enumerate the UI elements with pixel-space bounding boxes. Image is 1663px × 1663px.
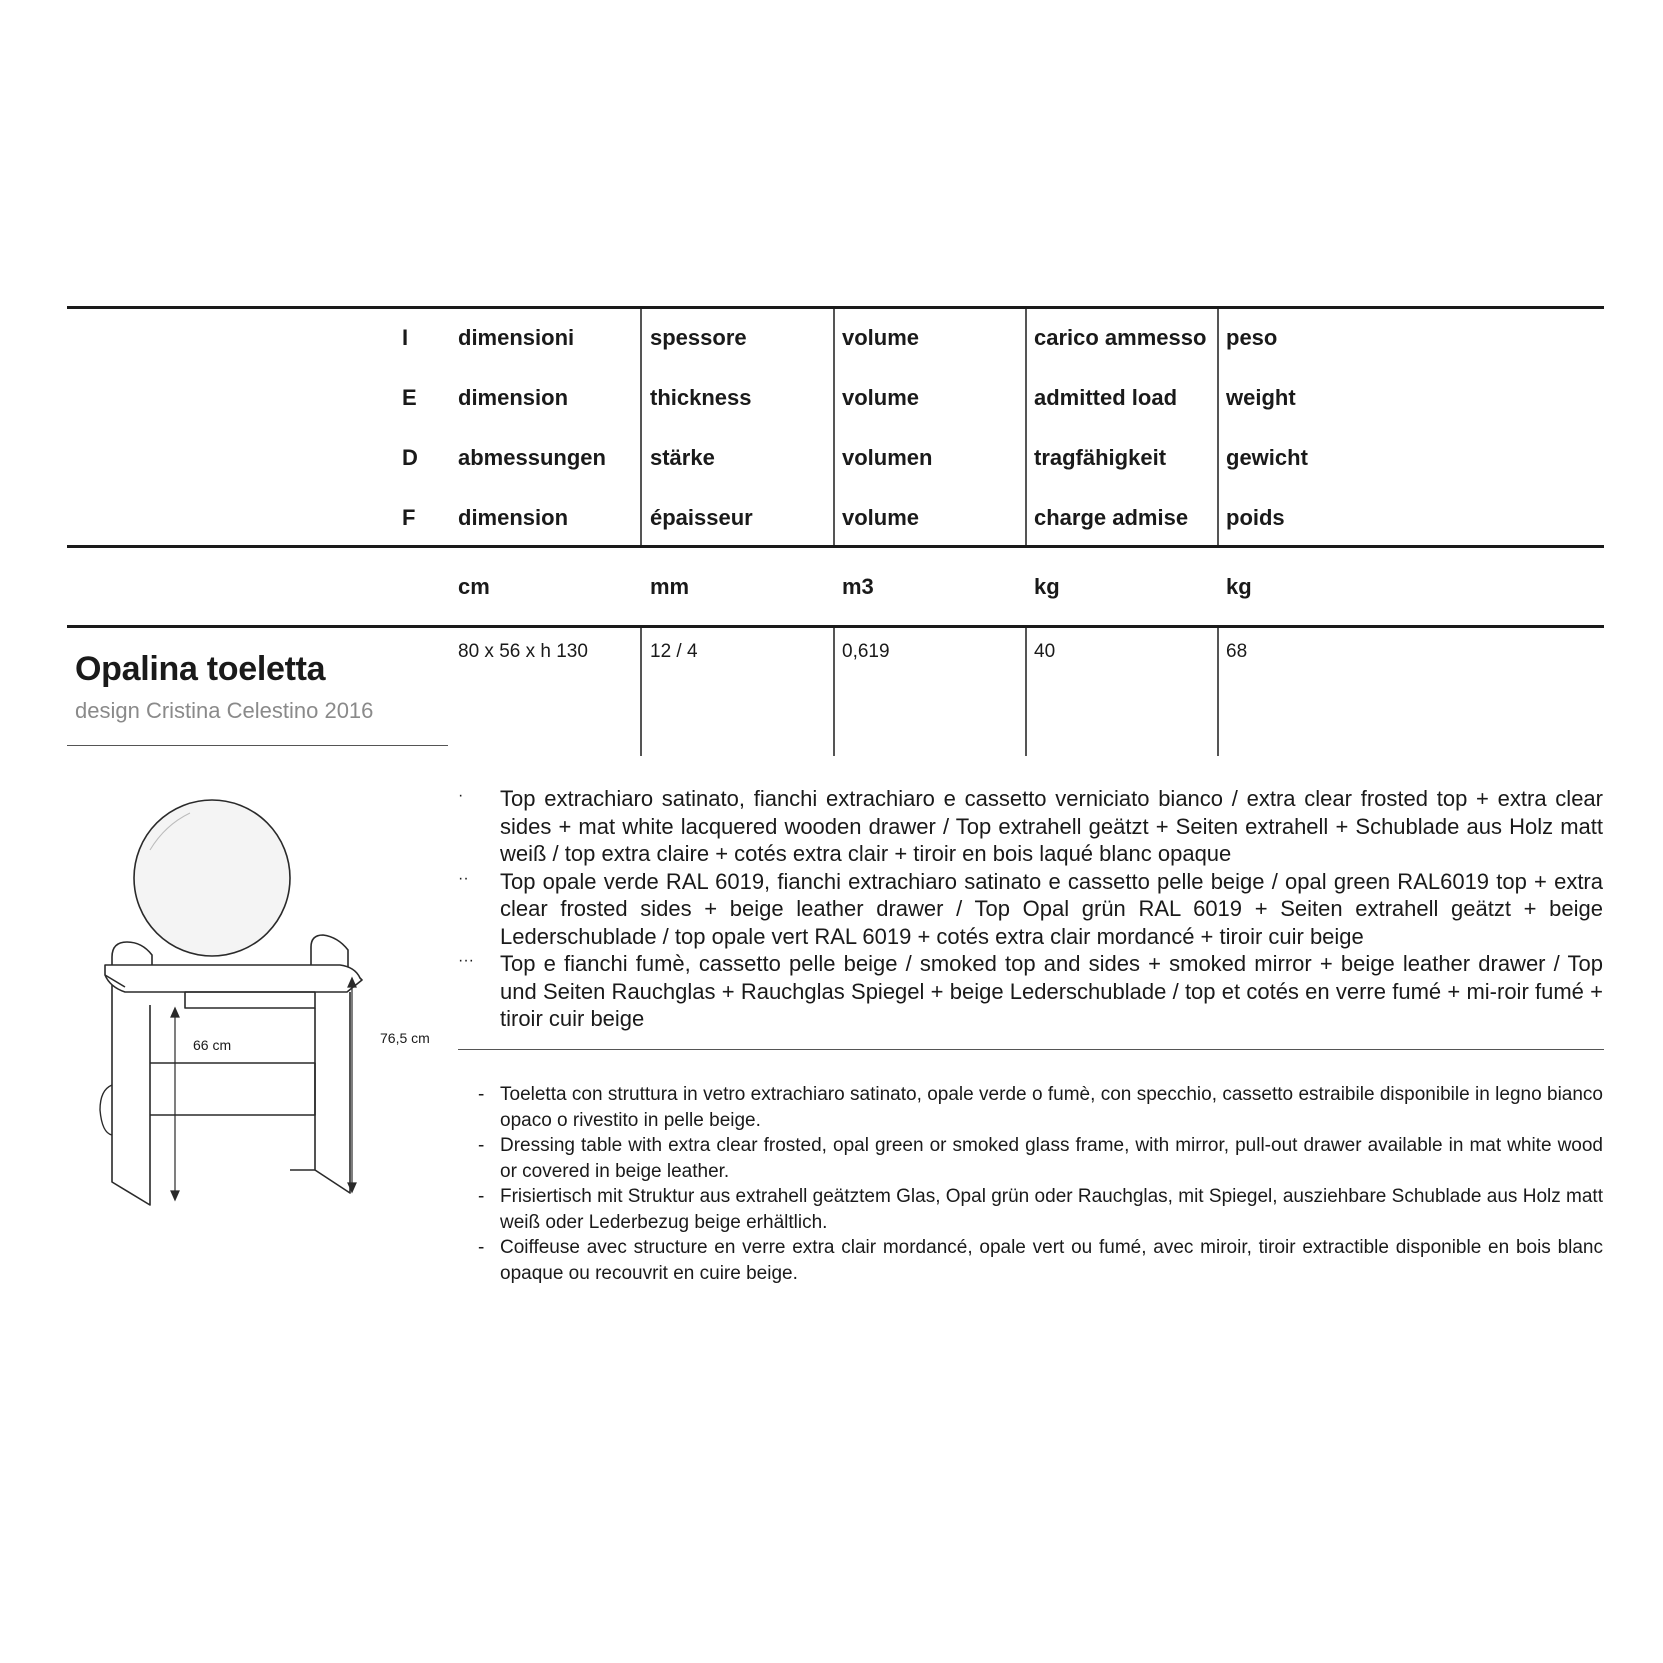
unit-cell: m3 bbox=[842, 574, 874, 599]
value-admitted-load: 40 bbox=[1034, 641, 1056, 662]
dressing-table-drawing bbox=[90, 795, 450, 1220]
language-code-german: D bbox=[402, 445, 418, 470]
header-cell: spessore bbox=[650, 325, 747, 350]
variant-bullet: · bbox=[458, 787, 464, 804]
header-cell: poids bbox=[1226, 505, 1285, 530]
variant-bullet: ··· bbox=[458, 952, 474, 969]
variants-bottom-rule bbox=[458, 1049, 1604, 1050]
header-bottom-rule bbox=[67, 545, 1604, 548]
list-item bbox=[458, 868, 1603, 951]
description-text: Coiffeuse avec structure en verre extra clair mordancé, opale vert ou fumé, avec miroir, tiroir extractible disponible en bois blanc opaque ou recouvrit en cuire beige. bbox=[500, 1237, 1603, 1284]
dimension-label-outer: 76,5 cm bbox=[380, 1030, 430, 1046]
value-weight: 68 bbox=[1226, 641, 1248, 662]
drawer-shape bbox=[185, 992, 315, 1008]
header-cell: carico ammesso bbox=[1034, 325, 1207, 350]
units-bottom-rule bbox=[67, 625, 1604, 628]
list-item bbox=[478, 1082, 1603, 1133]
variant-text: Top extrachiaro satinato, fianchi extrachiaro e cassetto verniciato bianco / extra clear frosted top + extra clear sides + mat white lacquered wooden drawer / Top extrahell geätzt + Seiten extrahell + Schublade aus Holz matt weiß / top extra claire + cotés extra clair + tiroir en bois laqué blanc opaque bbox=[500, 786, 1603, 866]
column-divider bbox=[1217, 628, 1219, 756]
table-top-shape bbox=[105, 965, 362, 992]
header-cell: volume bbox=[842, 325, 920, 350]
header-cell: tragfähigkeit bbox=[1034, 445, 1167, 470]
unit-cell: kg bbox=[1226, 574, 1252, 599]
mirror-shape bbox=[134, 800, 290, 956]
right-side-panel bbox=[315, 992, 350, 1193]
description-text: Frisiertisch mit Struktur aus extrahell geätztem Glas, Opal grün oder Rauchglas, mit Spiegel, ausziehbare Schublade aus Holz matt weiß oder Lederbezug beige erhältlich. bbox=[500, 1186, 1603, 1233]
list-item bbox=[458, 785, 1603, 868]
header-cell: dimension bbox=[458, 505, 569, 530]
header-cell: volumen bbox=[842, 445, 933, 470]
header-cell: weight bbox=[1226, 385, 1296, 410]
table-top-rule bbox=[67, 306, 1604, 309]
column-divider bbox=[1025, 628, 1027, 756]
language-code-english: E bbox=[402, 385, 417, 410]
value-thickness: 12 / 4 bbox=[650, 641, 698, 662]
variant-bullet: ·· bbox=[458, 869, 469, 887]
header-cell: charge admise bbox=[1034, 505, 1189, 530]
description-text: Toeletta con struttura in vetro extrachiaro satinato, opale verde o fumè, con specchio, cassetto estraibile disponibile in legno bianco opaco o rivestito in pelle beige. bbox=[500, 1084, 1603, 1131]
variant-text: Top e fianchi fumè, cassetto pelle beige / smoked top and sides + smoked mirror + beige leather drawer / Top und Seiten Rauchglas + Rauchglas Spiegel + beige Lederschublade / top et cotés en verre fumé + mi-roir fumé + tiroir cuir beige bbox=[500, 951, 1603, 1031]
list-item bbox=[478, 1184, 1603, 1235]
header-cell: peso bbox=[1226, 325, 1278, 350]
unit-cell: mm bbox=[650, 574, 690, 599]
language-code-italian: I bbox=[402, 325, 409, 350]
description-text: Dressing table with extra clear frosted, opal green or smoked glass frame, with mirror, pull-out drawer available in mat white wood or covered in beige leather. bbox=[500, 1135, 1603, 1182]
product-title-rule bbox=[67, 745, 448, 746]
column-divider bbox=[1025, 309, 1027, 545]
header-cell: volume bbox=[842, 505, 920, 530]
header-cell: dimension bbox=[458, 385, 569, 410]
header-cell: thickness bbox=[650, 385, 752, 410]
value-dimensions: 80 x 56 x h 130 bbox=[458, 641, 588, 662]
description-dash: - bbox=[478, 1135, 485, 1156]
list-item bbox=[458, 950, 1603, 1033]
variant-text: Top opale verde RAL 6019, fianchi extrachiaro satinato e cassetto pelle beige / opal green RAL6019 top + extra clear frosted sides + beige leather drawer / Top Opal grün RAL 6019 + Seiten extrahell geätzt + beige Lederschublade / top opale vert RAL 6019 + cotés extra clair mordancé + tiroir cuir beige bbox=[500, 868, 1603, 949]
unit-cell: kg bbox=[1034, 574, 1060, 599]
dimension-label-inner: 66 cm bbox=[193, 1037, 232, 1053]
side-handle-cutout bbox=[100, 1085, 112, 1135]
column-divider bbox=[1217, 309, 1219, 545]
header-cell: épaisseur bbox=[650, 505, 753, 530]
header-cell: admitted load bbox=[1034, 385, 1178, 410]
column-divider bbox=[833, 309, 835, 545]
description-dash: - bbox=[478, 1084, 485, 1105]
list-item bbox=[478, 1235, 1603, 1286]
description-dash: - bbox=[478, 1237, 485, 1258]
product-designer: design Cristina Celestino 2016 bbox=[75, 698, 374, 723]
description-dash: - bbox=[478, 1186, 485, 1207]
header-cell: stärke bbox=[650, 445, 715, 470]
product-name: Opalina toeletta bbox=[75, 650, 326, 688]
header-cell: dimensioni bbox=[458, 325, 575, 350]
header-cell: gewicht bbox=[1226, 445, 1308, 470]
column-divider bbox=[640, 628, 642, 756]
header-cell: abmessungen bbox=[458, 445, 606, 470]
unit-cell: cm bbox=[458, 574, 490, 599]
header-cell: volume bbox=[842, 385, 920, 410]
value-volume: 0,619 bbox=[842, 641, 890, 662]
column-divider bbox=[833, 628, 835, 756]
variant-list bbox=[458, 785, 1603, 1033]
left-side-panel bbox=[112, 985, 150, 1205]
description-list bbox=[478, 1082, 1603, 1286]
list-item bbox=[478, 1133, 1603, 1184]
language-code-french: F bbox=[402, 505, 416, 530]
column-divider bbox=[640, 309, 642, 545]
